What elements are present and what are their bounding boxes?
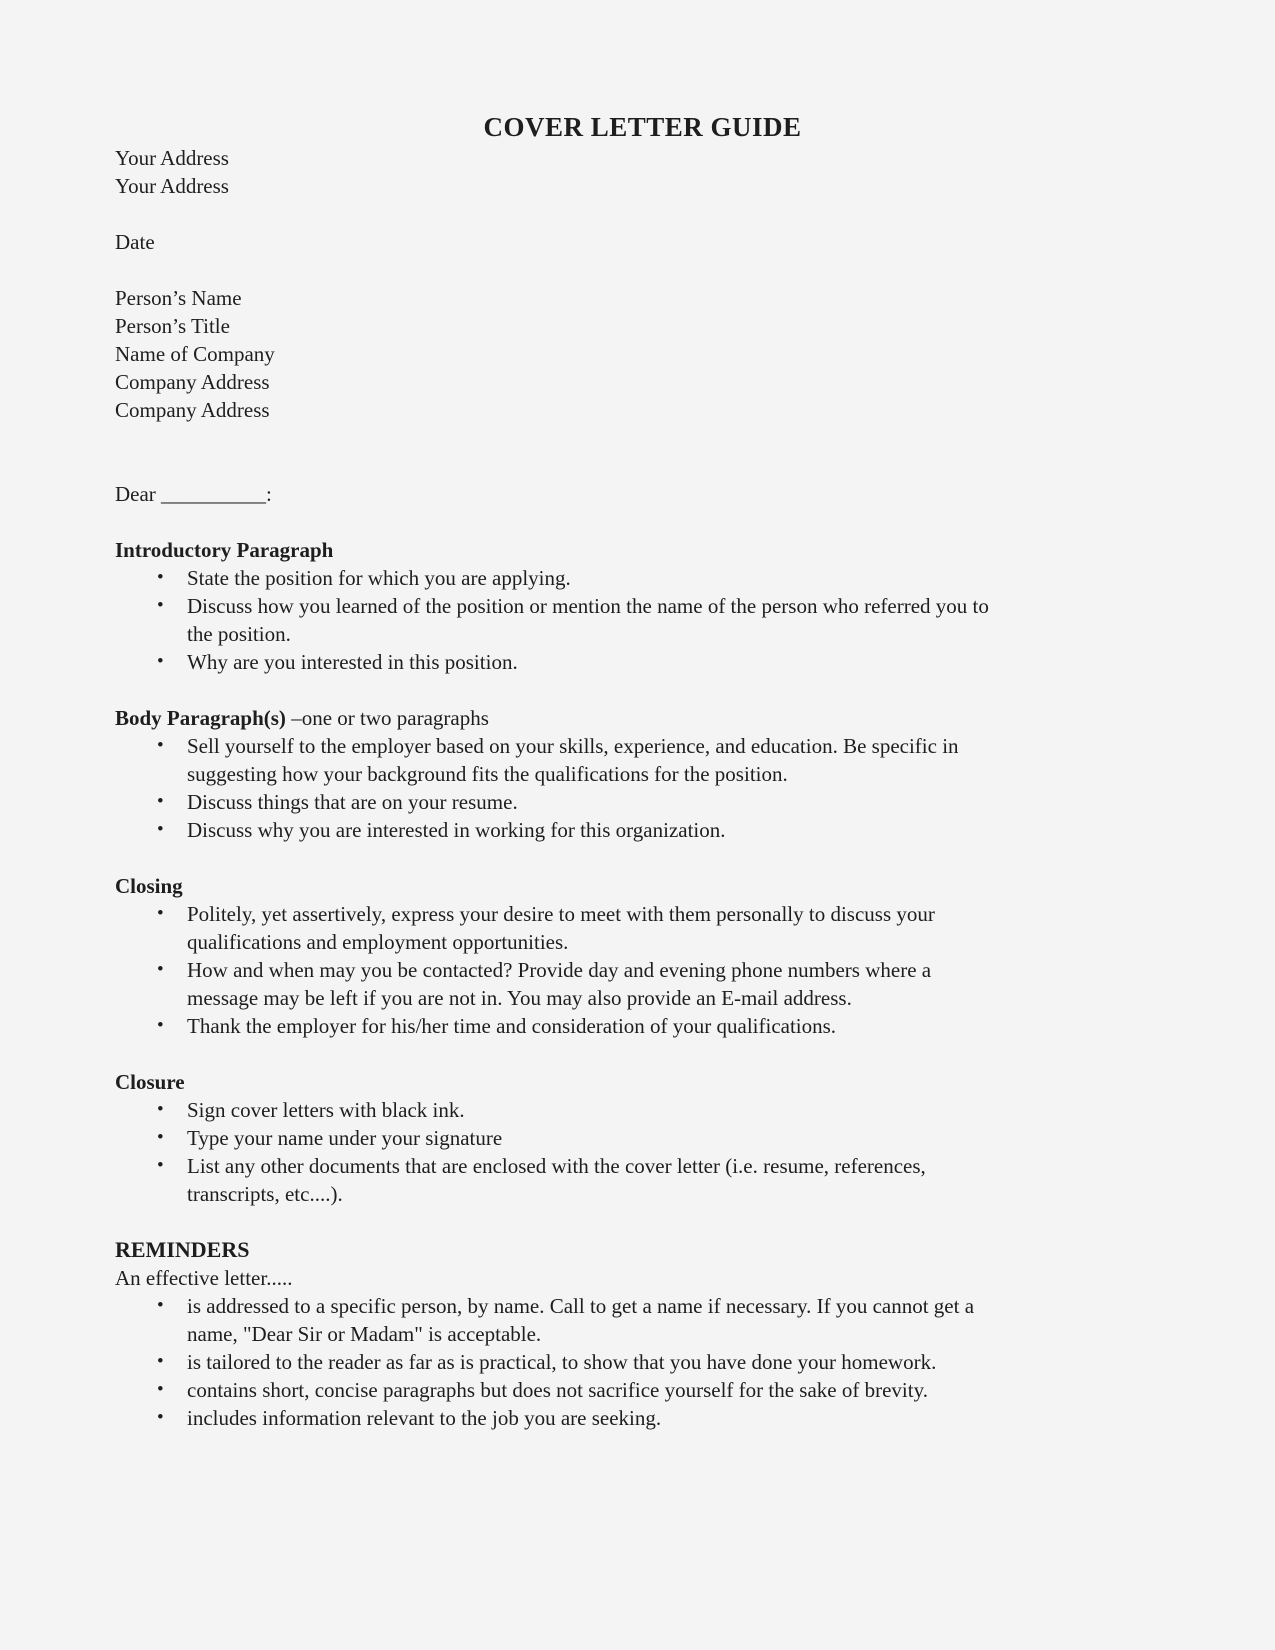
reminders-intro: An effective letter..... [115, 1266, 293, 1290]
list-item [115, 788, 1170, 816]
bullet-text: suggesting how your background fits the qualifications for the position. [187, 762, 788, 786]
bullet-icon: • [157, 595, 164, 616]
bullet-icon: • [157, 1295, 164, 1316]
list-item [115, 732, 1170, 788]
section-body-paragraphs [115, 704, 1170, 844]
bullet-icon: • [157, 1099, 164, 1120]
salutation-line: Dear __________: [115, 482, 272, 506]
bullet-text: Why are you interested in this position. [187, 650, 518, 674]
section-heading-suffix: –one or two paragraphs [285, 706, 489, 730]
bullet-text: qualifications and employment opportunities. [187, 930, 569, 954]
bullet-list [115, 1292, 1170, 1432]
bullet-text: is addressed to a specific person, by name. Call to get a name if necessary. If you cannot get a [187, 1294, 975, 1318]
bullet-icon: • [157, 1015, 164, 1036]
bullet-text: is tailored to the reader as far as is practical, to show that you have done your homework. [187, 1350, 937, 1374]
section-introductory-paragraph [115, 536, 1170, 676]
list-item [115, 1376, 1170, 1404]
bullet-text: Discuss things that are on your resume. [187, 790, 518, 814]
bullet-icon: • [157, 1407, 164, 1428]
section-reminders [115, 1236, 1170, 1432]
list-item [115, 1124, 1170, 1152]
bullet-icon: • [157, 735, 164, 756]
list-item [115, 1012, 1170, 1040]
bullet-icon: • [157, 959, 164, 980]
bullet-text: name, "Dear Sir or Madam" is acceptable. [187, 1322, 542, 1346]
bullet-icon: • [157, 1155, 164, 1176]
sender-address-block [115, 144, 1170, 200]
bullet-list [115, 900, 1170, 1040]
bullet-text: List any other documents that are enclosed with the cover letter (i.e. resume, references, [187, 1154, 926, 1178]
list-item [115, 564, 1170, 592]
bullet-text: How and when may you be contacted? Provide day and evening phone numbers where a [187, 958, 932, 982]
section-heading-text: Closing [115, 874, 183, 898]
list-item [115, 648, 1170, 676]
list-item [115, 816, 1170, 844]
section-closure [115, 1068, 1170, 1208]
bullet-icon: • [157, 791, 164, 812]
bullet-icon: • [157, 819, 164, 840]
section-closing [115, 872, 1170, 1040]
bullet-text: includes information relevant to the job you are seeking. [187, 1406, 662, 1430]
bullet-list [115, 732, 1170, 844]
list-item [115, 1404, 1170, 1432]
sender-address-line: Your Address [115, 146, 229, 170]
bullet-text: message may be left if you are not in. You may also provide an E-mail address. [187, 986, 852, 1010]
bullet-text: the position. [187, 622, 291, 646]
list-item [115, 1096, 1170, 1124]
list-item [115, 900, 1170, 956]
section-heading [115, 872, 1170, 900]
reminders-heading: REMINDERS [115, 1237, 250, 1262]
recipient-name-line: Person’s Name [115, 286, 242, 310]
bullet-icon: • [157, 567, 164, 588]
list-item [115, 1292, 1170, 1348]
bullet-list [115, 1096, 1170, 1208]
list-item [115, 1348, 1170, 1376]
section-heading-text: Body Paragraph(s) [115, 706, 286, 730]
bullet-text: Discuss how you learned of the position or mention the name of the person who referred you to [187, 594, 989, 618]
bullet-icon: • [157, 903, 164, 924]
sender-address-line: Your Address [115, 174, 229, 198]
bullet-icon: • [157, 1351, 164, 1372]
bullet-icon: • [157, 1379, 164, 1400]
bullet-text: Type your name under your signature [187, 1126, 503, 1150]
bullet-text: State the position for which you are applying. [187, 566, 571, 590]
bullet-list [115, 564, 1170, 676]
bullet-text: Sell yourself to the employer based on your skills, experience, and education. Be specific in [187, 734, 959, 758]
section-heading [115, 704, 1170, 732]
bullet-text: Sign cover letters with black ink. [187, 1098, 465, 1122]
bullet-text: transcripts, etc....). [187, 1182, 343, 1206]
recipient-company-line: Name of Company [115, 342, 275, 366]
bullet-text: contains short, concise paragraphs but does not sacrifice yourself for the sake of brevity. [187, 1378, 928, 1402]
list-item [115, 592, 1170, 648]
section-heading-text: Introductory Paragraph [115, 538, 334, 562]
section-heading-text: Closure [115, 1070, 185, 1094]
section-heading [115, 536, 1170, 564]
recipient-address-line: Company Address [115, 370, 270, 394]
recipient-block [115, 284, 1170, 424]
date-line: Date [115, 230, 155, 254]
list-item [115, 956, 1170, 1012]
recipient-title-line: Person’s Title [115, 314, 230, 338]
recipient-address-line: Company Address [115, 398, 270, 422]
bullet-text: Thank the employer for his/her time and consideration of your qualifications. [187, 1014, 837, 1038]
bullet-icon: • [157, 1127, 164, 1148]
page-title: COVER LETTER GUIDE [483, 112, 802, 142]
bullet-text: Discuss why you are interested in working for this organization. [187, 818, 726, 842]
list-item [115, 1152, 1170, 1208]
section-heading [115, 1068, 1170, 1096]
bullet-icon: • [157, 651, 164, 672]
bullet-text: Politely, yet assertively, express your desire to meet with them personally to discuss your [187, 902, 935, 926]
